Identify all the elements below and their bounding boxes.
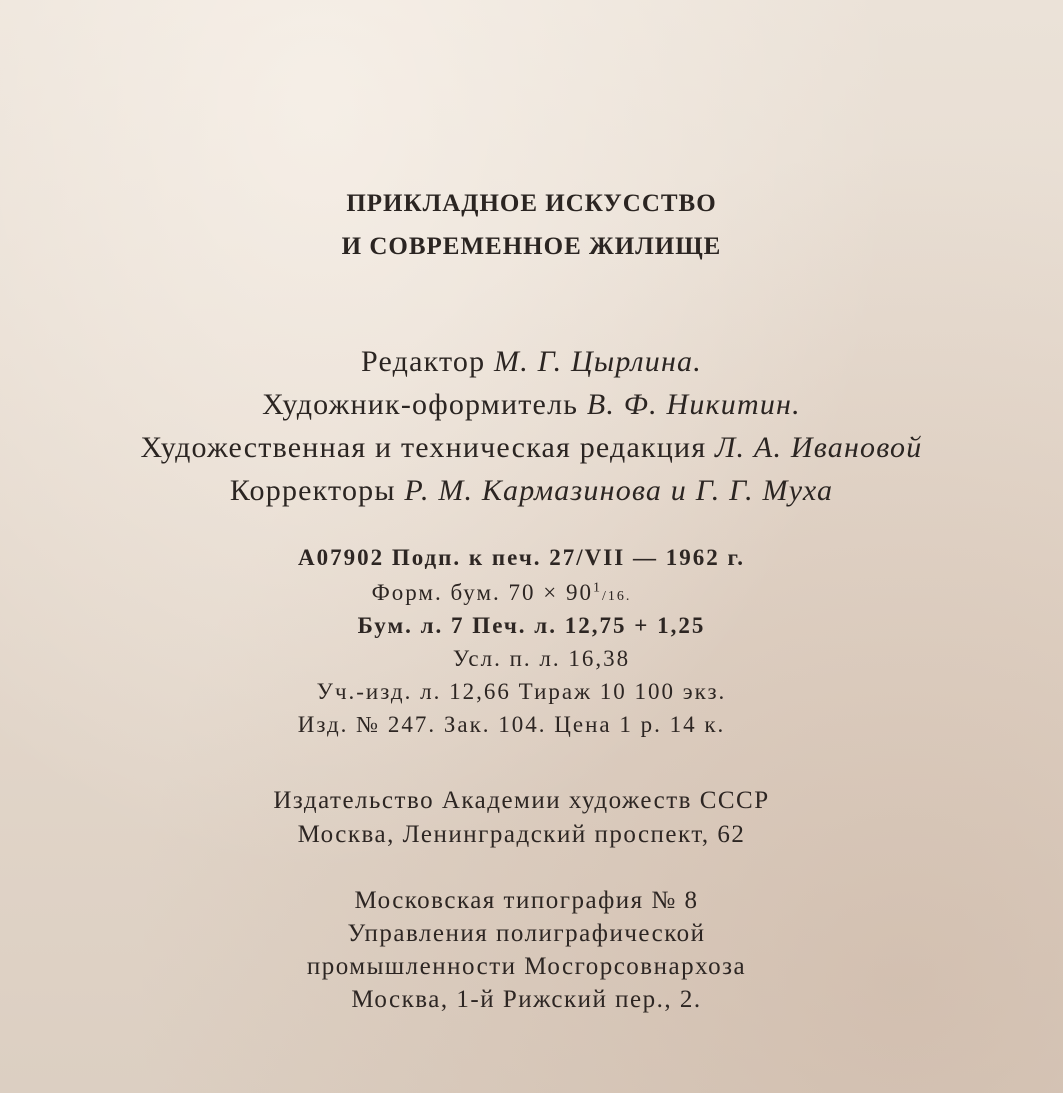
- editor-role: Редактор: [361, 345, 495, 378]
- imprint-sheets: [0, 613, 1063, 639]
- designer-name: В. Ф. Никитин.: [586, 388, 801, 421]
- imprint-line-2: Форм. бум. 70 × 90: [371, 580, 594, 605]
- imprint-paper-format: [0, 580, 1033, 606]
- imprint-line-5: Уч.-изд. л. 12,66 Тираж 10 100 экз.: [316, 679, 727, 704]
- credit-art-technical-editing: [0, 431, 1063, 465]
- credit-correctors: [0, 474, 1063, 508]
- correctors-role: Корректоры: [229, 474, 405, 507]
- publisher-address: Москва, Ленинградский проспект, 62: [297, 821, 746, 848]
- format-fraction-numerator: 1: [593, 580, 603, 596]
- art-tech-name: Л. А. Ивановой: [715, 431, 923, 464]
- publisher-name: Издательство Академии художеств СССР: [273, 787, 770, 814]
- imprint-line-1: А07902 Подп. к печ. 27/VII — 1962 г.: [297, 545, 746, 570]
- imprint-order-price: [0, 712, 1043, 738]
- credit-editor: [0, 345, 1063, 379]
- imprint-signed-to-print: [0, 545, 1053, 571]
- imprint-line-4: Усл. п. л. 16,38: [452, 646, 631, 671]
- correctors-names: Р. М. Кармазинова и Г. Г. Муха: [404, 474, 834, 507]
- printer-line-4: Москва, 1-й Рижский пер., 2.: [351, 986, 702, 1013]
- imprint-line-3: Бум. л. 7 Печ. л. 12,75 + 1,25: [357, 613, 706, 638]
- imprint-print-run: [0, 679, 1053, 705]
- imprint-conventional-sheets: [10, 646, 1063, 672]
- format-fraction-denominator: /16.: [602, 589, 632, 604]
- designer-role: Художник-оформитель: [262, 388, 587, 421]
- printer-line-2: Управления полиграфической: [347, 920, 706, 947]
- printer-line-1: Московская типография № 8: [354, 887, 699, 914]
- editor-name: М. Г. Цырлина.: [494, 345, 702, 378]
- credit-designer: [0, 388, 1063, 422]
- imprint-line-6: Изд. № 247. Зак. 104. Цена 1 р. 14 к.: [297, 712, 726, 737]
- book-title-line-1: ПРИКЛАДНОЕ ИСКУССТВО: [346, 190, 717, 217]
- printer-line-3: промышленности Мосгорсовнархоза: [306, 953, 747, 980]
- book-title-line-2: И СОВРЕМЕННОЕ ЖИЛИЩЕ: [341, 233, 722, 260]
- art-tech-role: Художественная и техническая редакция: [140, 431, 716, 464]
